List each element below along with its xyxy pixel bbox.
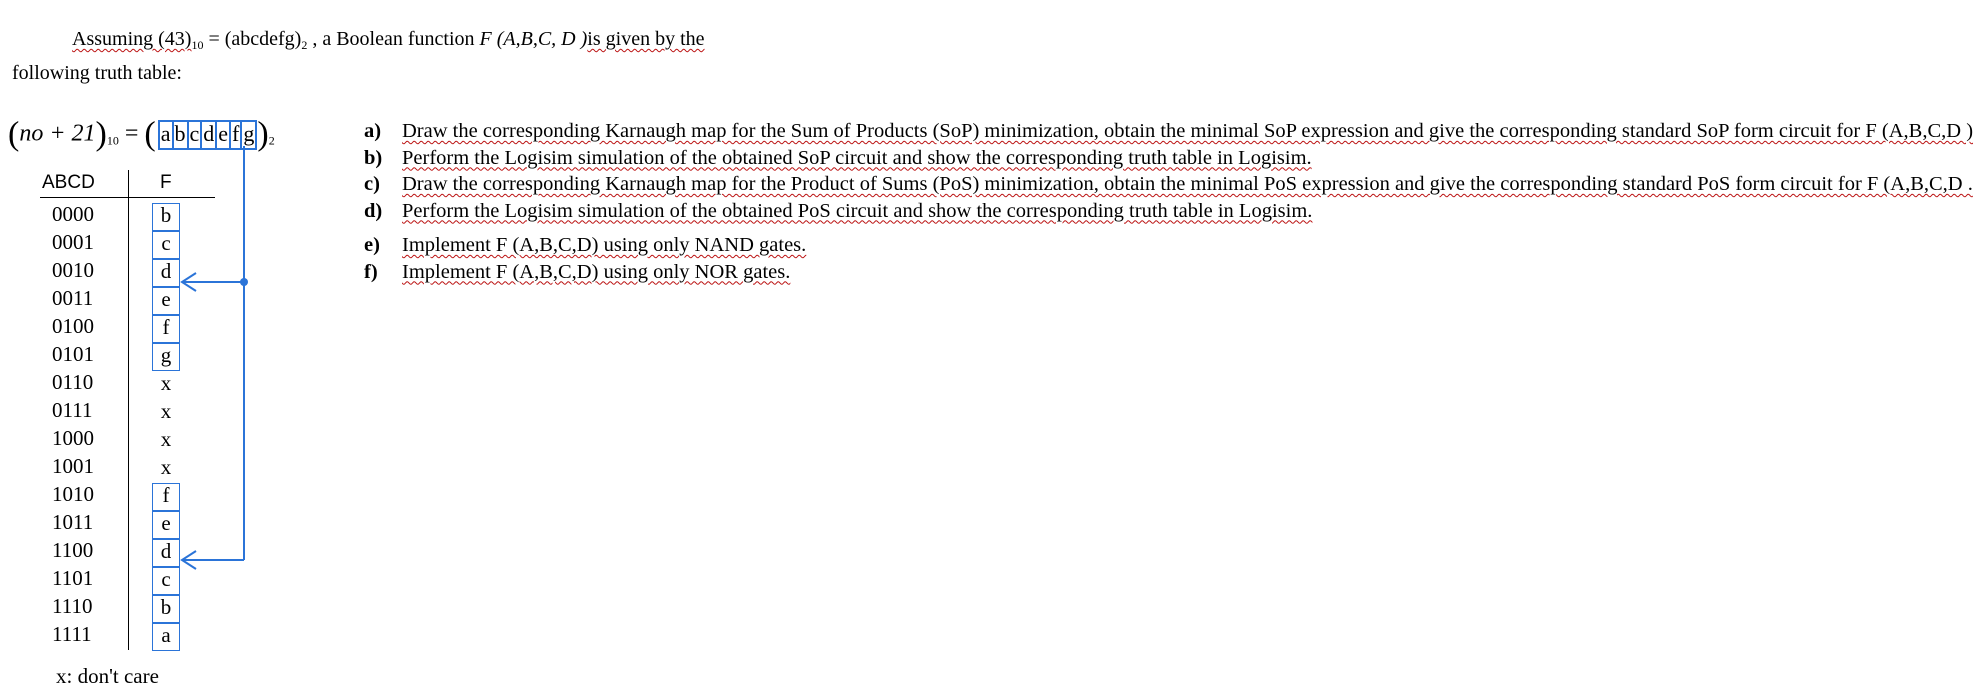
table-row-output: b	[160, 595, 172, 619]
table-row-output: f	[162, 315, 170, 339]
task-item	[364, 232, 1044, 259]
task-label: c)	[364, 173, 380, 195]
task-text: Perform the Logisim simulation of the obtained PoS circuit and show the corresponding truth table in Logisim.	[402, 199, 1313, 222]
table-row-inputs: 1110	[52, 594, 93, 618]
task-text: Perform the Logisim simulation of the obtained SoP circuit and show the corresponding truth table in Logisim.	[402, 146, 1312, 169]
intro-mid: , a Boolean function	[307, 28, 480, 50]
table-row-inputs: 1011	[52, 510, 94, 534]
table-row-inputs: 0000	[52, 202, 94, 226]
table-row-inputs: 0001	[52, 230, 94, 254]
table-row-output: f	[162, 483, 170, 507]
table-row-output: b	[160, 203, 172, 227]
table-row-output: d	[160, 539, 172, 563]
formula-lparen: (	[8, 115, 20, 153]
task-item	[364, 198, 1313, 225]
arrow-junction-dot	[240, 278, 248, 286]
formula: $(no + 21)_{10}$ = ( a b c d e f $g)_2$	[8, 115, 275, 153]
table-row-output: d	[160, 259, 172, 283]
task-label: d)	[364, 199, 383, 222]
formula-equals: =	[118, 120, 145, 147]
task-text: Draw the corresponding Karnaugh map for the Sum of Products (SoP) minimization, obtain the minimal SoP expression and give the corresponding standard SoP form circuit for F (A,B,C,D )	[402, 120, 1973, 142]
task-text: Implement F (A,B,C,D) using only NOR gates.	[402, 260, 791, 283]
intro-suffix: is given by the	[587, 28, 705, 50]
task-item	[364, 145, 1312, 172]
task-label: f)	[364, 260, 378, 283]
table-row-output: x	[160, 455, 172, 479]
table-row-inputs: 1010	[52, 482, 94, 506]
task-text: Implement F (A,B,C,D) using only NAND gates.	[402, 234, 807, 256]
table-row-output: x	[160, 399, 172, 423]
table-row-inputs: 1101	[52, 566, 94, 590]
formula-expr: no + 21	[19, 120, 96, 147]
intro-assuming: Assuming (43)	[72, 28, 192, 50]
intro-binary: = (abcdefg)	[203, 28, 302, 50]
table-row-inputs: 0010	[52, 258, 94, 282]
table-row-output: a	[161, 623, 171, 647]
formula-rparen: )	[95, 115, 107, 153]
table-row-output: e	[161, 287, 171, 311]
task-label: e)	[364, 234, 380, 256]
table-header-inputs: ABCD	[42, 172, 95, 193]
formula-bit: c	[187, 120, 203, 150]
table-row-output: e	[161, 511, 171, 535]
task-label: b)	[364, 146, 383, 169]
table-row-inputs: 0111	[52, 398, 93, 422]
formula-base2: 2	[268, 133, 275, 148]
task-list	[364, 118, 1973, 285]
formula-base10: 10	[106, 133, 119, 148]
formula-bit: f	[229, 120, 242, 150]
table-row-inputs: 1100	[52, 538, 94, 562]
table-row-inputs: 0100	[52, 314, 94, 338]
dont-care-legend: x: don't care	[56, 664, 159, 688]
formula-bit: a	[158, 120, 174, 150]
task-item	[364, 259, 1044, 286]
table-row-output: c	[161, 231, 171, 255]
table-row-inputs: 1001	[52, 454, 94, 478]
formula-bit: e	[215, 120, 231, 150]
intro-base2: 2	[301, 38, 308, 52]
table-row-output: g	[160, 343, 172, 367]
table-row-inputs: 0101	[52, 342, 94, 366]
intro-function-name: F (A,B,C, D )	[479, 28, 588, 50]
intro-base10: 10	[191, 38, 204, 52]
table-row-inputs: 0011	[52, 286, 94, 310]
task-text: Draw the corresponding Karnaugh map for the Product of Sums (PoS) minimization, obtain the minimal PoS expression and give the corresponding standard PoS form circuit for F (A,B,C,D .	[402, 173, 1973, 195]
table-row-inputs: 1111	[52, 622, 92, 646]
formula-bit: b	[172, 120, 189, 150]
table-row-output: x	[160, 371, 172, 395]
formula-bit: d	[200, 120, 217, 150]
intro-line-2: following truth table:	[12, 62, 182, 84]
task-item	[364, 171, 1973, 198]
table-row-inputs: 1000	[52, 426, 94, 450]
task-item	[364, 118, 1973, 145]
formula-bit: g	[240, 120, 257, 150]
table-header-output: F	[160, 172, 172, 193]
table-row-inputs: 0110	[52, 370, 94, 394]
task-label: a)	[364, 120, 382, 142]
table-row-output: x	[160, 427, 172, 451]
table-row-output: c	[161, 567, 171, 591]
